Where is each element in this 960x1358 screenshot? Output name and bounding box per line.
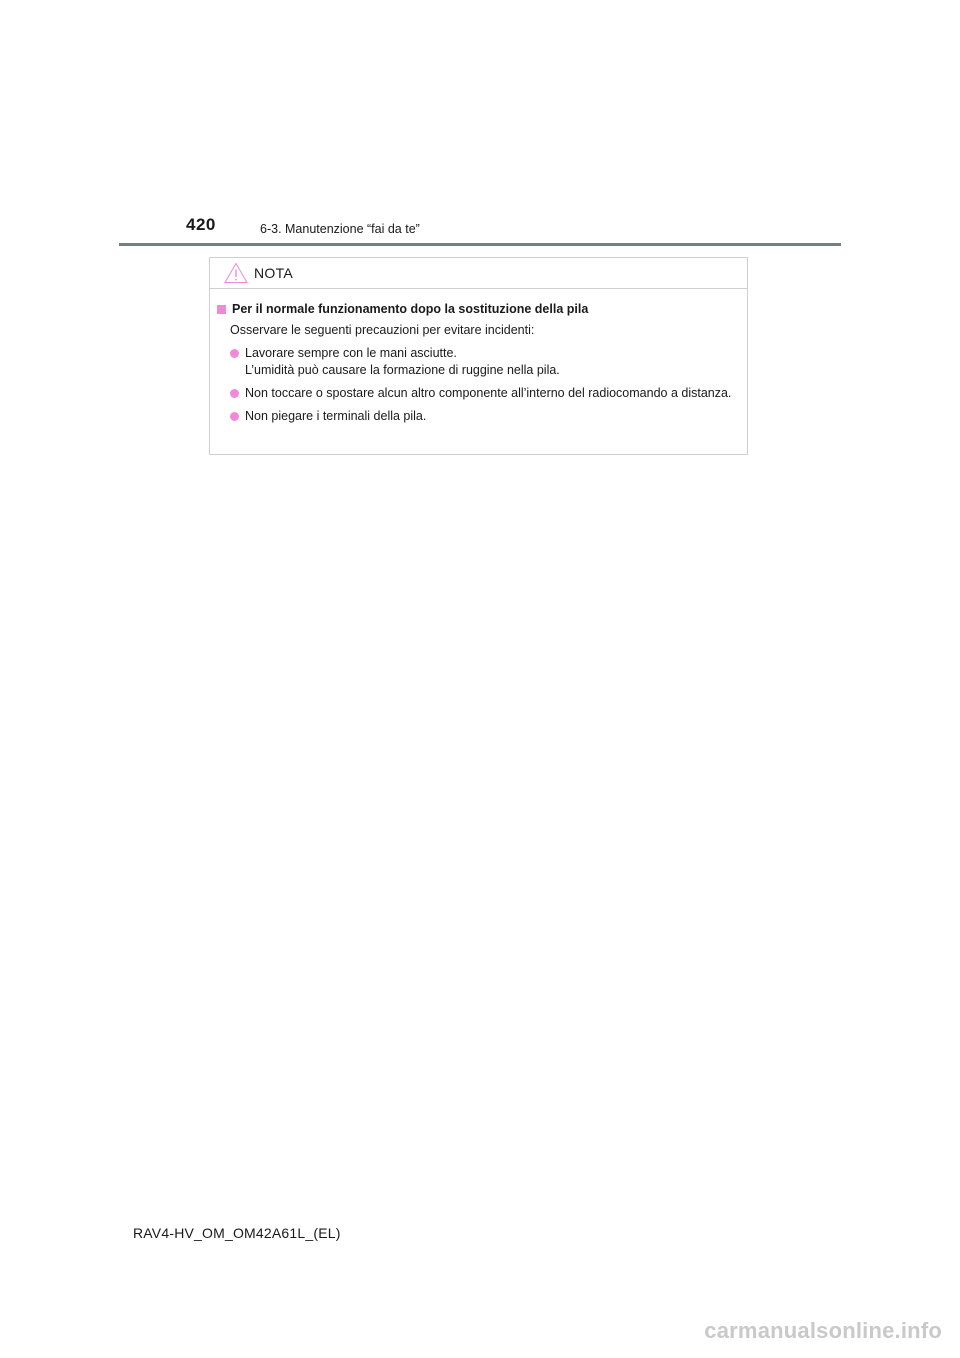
list-item xyxy=(230,385,740,402)
intro-text: Osservare le seguenti precauzioni per evitare incidenti: xyxy=(230,323,535,337)
list-item-line: Non toccare o spostare alcun altro componente all’interno del radiocomando a distanza. xyxy=(245,386,732,400)
header-rule xyxy=(119,243,841,246)
caution-box xyxy=(209,257,748,455)
footer-doc-code: RAV4-HV_OM_OM42A61L_(EL) xyxy=(133,1225,341,1241)
square-bullet-icon xyxy=(217,305,226,314)
caution-title: NOTA xyxy=(254,265,294,281)
list-item-line: L’umidità può causare la formazione di ruggine nella pila. xyxy=(245,363,560,377)
list-item-text xyxy=(245,345,740,379)
list-item xyxy=(230,345,740,379)
section-title: 6-3. Manutenzione “fai da te” xyxy=(260,222,420,236)
warning-triangle-icon xyxy=(224,262,248,284)
circle-bullet-icon xyxy=(230,389,239,398)
list-item xyxy=(230,408,740,425)
list-item-text xyxy=(245,408,740,425)
circle-bullet-icon xyxy=(230,412,239,421)
watermark: carmanualsonline.info xyxy=(704,1318,942,1343)
circle-bullet-icon xyxy=(230,349,239,358)
item-heading-text: Per il normale funzionamento dopo la sostituzione della pila xyxy=(232,302,589,316)
list-item-text xyxy=(245,385,740,402)
caution-body xyxy=(210,289,747,425)
page-number: 420 xyxy=(186,215,216,234)
list-item-line: Lavorare sempre con le mani asciutte. xyxy=(245,346,457,360)
item-heading xyxy=(217,301,740,318)
caution-header xyxy=(210,258,747,289)
list-item-line: Non piegare i terminali della pila. xyxy=(245,409,427,423)
